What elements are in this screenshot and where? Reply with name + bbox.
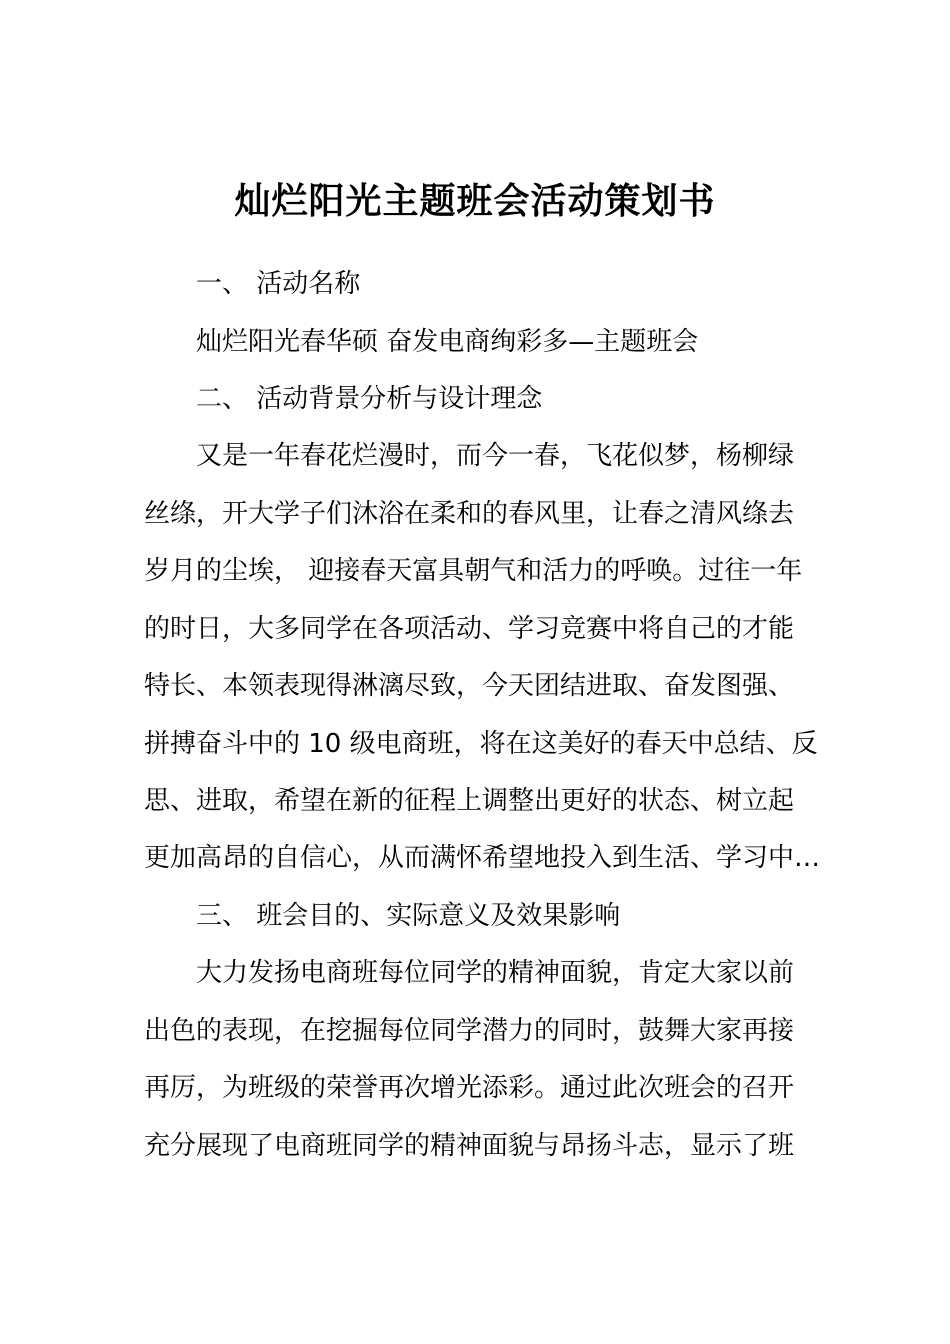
paragraph-line: 再厉，为班级的荣誉再次增光添彩。通过此次班会的召开	[144, 1073, 795, 1103]
paragraph-line: 拼搏奋斗中的 10 级电商班，将在这美好的春天中总结、反	[144, 729, 818, 759]
paragraph-line: 岁月的尘埃， 迎接春天富具朝气和活力的呼唤。过往一年	[144, 556, 803, 586]
paragraph-line: 出色的表现，在挖掘每位同学潜力的同时，鼓舞大家再接	[144, 1016, 795, 1046]
section-heading-2: 二、 活动背景分析与设计理念	[196, 384, 543, 414]
paragraph-line: 丝绦，开大学子们沐浴在柔和的春风里，让春之清风绦去	[144, 499, 795, 529]
document-title: 灿烂阳光主题班会活动策划书	[234, 181, 716, 222]
paragraph-line: 又是一年春花烂漫时，而今一春，飞花似梦，杨柳绿	[196, 441, 795, 471]
section-heading-3: 三、 班会目的、实际意义及效果影响	[196, 901, 621, 931]
paragraph-line: 充分展现了电商班同学的精神面貌与昂扬斗志，显示了班	[144, 1131, 795, 1161]
paragraph-line: 大力发扬电商班每位同学的精神面貌，肯定大家以前	[196, 958, 795, 988]
paragraph-line: 的时日，大多同学在各项活动、学习竞赛中将自己的才能	[144, 614, 795, 644]
paragraph-line: 思、进取，希望在新的征程上调整出更好的状态、树立起	[144, 786, 795, 816]
paragraph-line: 特长、本领表现得淋漓尽致，今天团结进取、奋发图强、	[144, 671, 795, 701]
section-1-text: 灿烂阳光春华硕 奋发电商绚彩多—主题班会	[196, 327, 699, 357]
section-heading-1: 一、 活动名称	[196, 269, 361, 299]
paragraph-line: 更加高昂的自信心，从而满怀希望地投入到生活、学习中…	[144, 843, 821, 873]
